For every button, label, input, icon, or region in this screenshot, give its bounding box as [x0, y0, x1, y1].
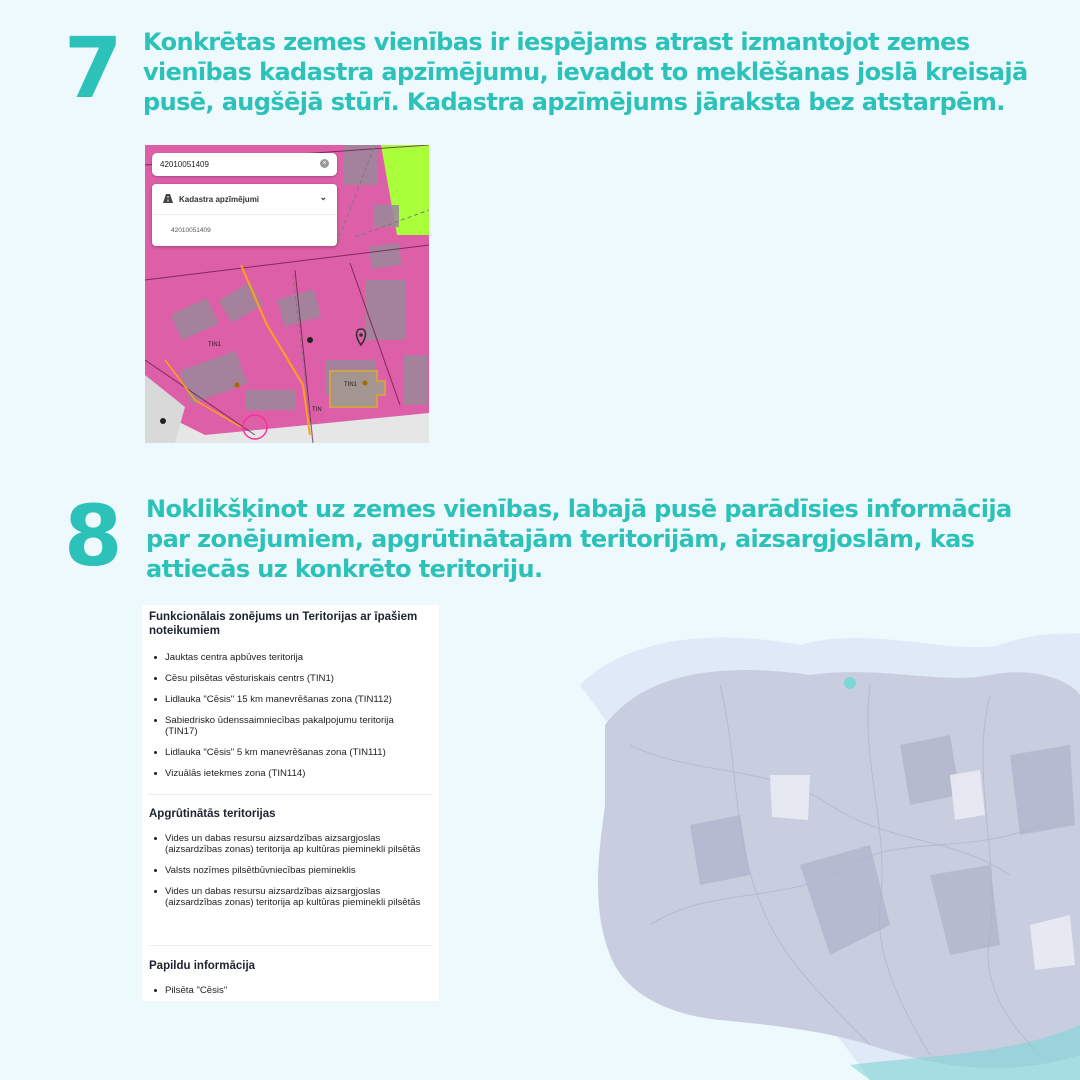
road-icon: [163, 194, 173, 203]
info-panel: [142, 605, 439, 1001]
list-item: Sabiedrisko ūdenssaimniecības pakalpojumu teritorija (TIN17): [152, 715, 427, 737]
map-label: TIN1: [208, 342, 222, 348]
chevron-down-icon[interactable]: ⌄: [319, 192, 327, 202]
dropdown-label: Kadastra apzīmējumi: [179, 195, 260, 204]
list-item: Jauktas centra apbūves teritorija: [152, 652, 427, 663]
list-item: Vizuālās ietekmes zona (TIN114): [152, 768, 427, 779]
step-7-map-screenshot: [145, 145, 429, 443]
list-item: Lidlauka "Cēsis" 5 km manevrēšanas zona (TIN111): [152, 747, 427, 758]
decorative-city-map: [570, 625, 1080, 1080]
list-item: Pilsēta "Cēsis": [152, 985, 427, 996]
search-result-item[interactable]: 42010051409: [171, 227, 211, 234]
map-label: TIN: [312, 407, 322, 413]
divider: [149, 794, 432, 795]
extra-info-list: [152, 985, 427, 996]
step-7-text: Konkrētas zemes vienības ir iespējams atrast izmantojot zemes vienības kadastra apzīmējumu, ievadot to meklēšanas joslā kreisajā pusē, augšējā stūrī. Kadastra apzīmējums jāraksta bez atstarpēm.: [143, 28, 1028, 116]
list-item: Lidlauka "Cēsis" 15 km manevrēšanas zona (TIN112): [152, 694, 427, 705]
section-title: Papildu informācija: [149, 960, 256, 972]
zoning-list: [152, 652, 427, 779]
list-item: Vides un dabas resursu aizsardzības aizsargjoslas (aizsardzības zonas) teritorija ap kultūras pieminekli pilsētās: [152, 833, 427, 855]
map-label: TIN1: [344, 382, 358, 388]
search-results-dropdown: [152, 184, 337, 246]
list-item: Cēsu pilsētas vēsturiskais centrs (TIN1): [152, 673, 427, 684]
divider: [149, 945, 432, 946]
dropdown-header[interactable]: [152, 184, 337, 215]
step-8-text: Noklikšķinot uz zemes vienības, labajā pusē parādīsies informācija par zonējumiem, apgrūtinātajām teritorijām, aizsargjoslām, kas attiecās uz konkrēto teritoriju.: [146, 495, 1012, 583]
search-input[interactable]: [152, 153, 337, 176]
step-7-number: 7: [64, 19, 121, 117]
section-title: Apgrūtinātās teritorijas: [149, 808, 276, 820]
encumbrance-list: [152, 833, 427, 908]
section-title: Funkcionālais zonējums un Teritorijas ar īpašiem noteikumiem: [149, 611, 418, 637]
step-8-number: 8: [64, 487, 121, 585]
clear-icon[interactable]: ×: [320, 159, 329, 168]
list-item: Valsts nozīmes pilsētbūvniecības piemineklis: [152, 865, 427, 876]
search-value: 42010051409: [160, 160, 209, 169]
list-item: Vides un dabas resursu aizsardzības aizsargjoslas (aizsardzības zonas) teritorija ap kultūras pieminekli pilsētās: [152, 886, 427, 908]
